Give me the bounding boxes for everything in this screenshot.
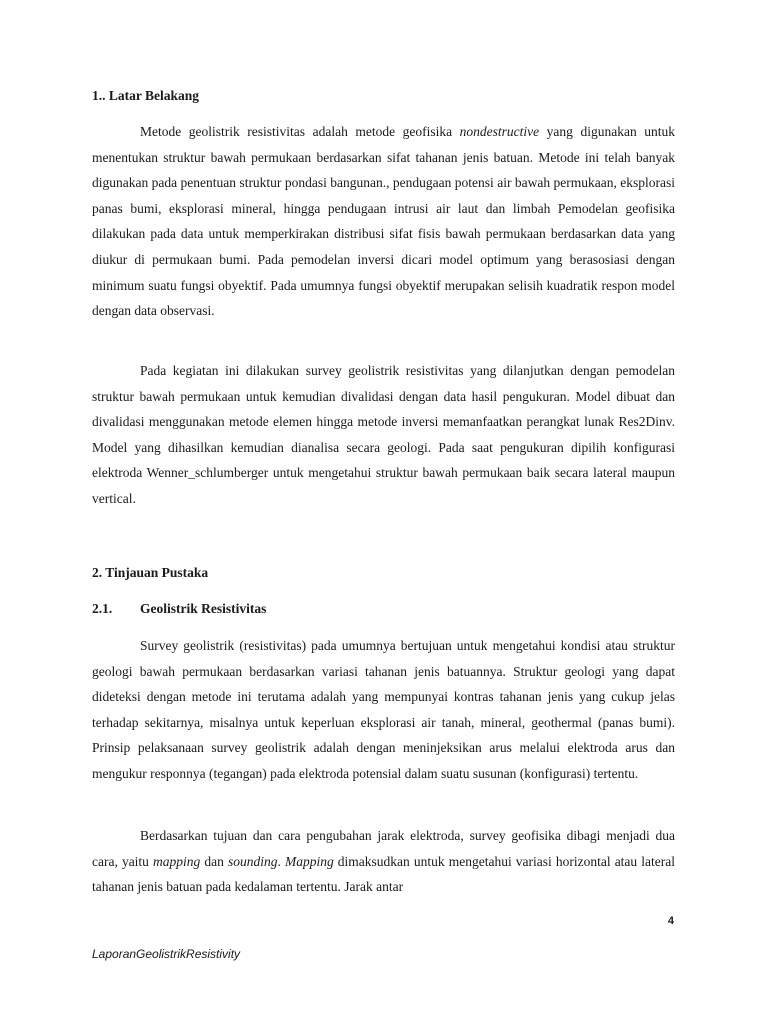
section-2-1-paragraph-2: Berdasarkan tujuan dan cara pengubahan jarak elektroda, survey geofisika dibagi menjadi dua cara, yaitu mapping dan sounding. Mapping dimaksudkan untuk mengetahui variasi horizontal atau lateral tahanan jenis batuan pada kedalaman tertentu. Jarak antar [92, 828, 675, 895]
section-1-paragraph-1: Metode geolistrik resistivitas adalah metode geofisika nondestructive yang digunakan untuk menentukan struktur bawah permukaan berdasarkan sifat tahanan jenis batuan. Metode ini telah banyak digunakan pada penentuan struktur pondasi bangunan., pendugaan potensi air bawah permukaan, eksplorasi panas bumi, eksplorasi mineral, hingga pendugaan intrusi air laut dan limbah Pemodelan geofisika dilakukan pada data untuk memperkirakan distribusi sifat fisis bawah permukaan berdasarkan data yang diukur di permukaan bumi. Pada pemodelan inversi dicari model optimum yang berasosiasi dengan minimum suatu fungsi obyektif. Pada umumnya fungsi obyektif merupakan selisih kuadratik respon model dengan data observasi. [92, 124, 675, 319]
section-1-paragraph-2: Pada kegiatan ini dilakukan survey geolistrik resistivitas yang dilanjutkan dengan pemodelan struktur bawah permukaan untuk kemudian divalidasi dengan data hasil pengukuran. Model dibuat dan divalidasi menggunakan metode elemen hingga metode inversi memanfaatkan perangkat lunak Res2Dinv. Model yang dihasilkan kemudian dianalisa secara geologi. Pada saat pengukuran dipilih konfigurasi elektroda Wenner_schlumberger untuk mengetahui struktur bawah permukaan baik secara lateral maupun vertical. [92, 363, 675, 506]
italic-term: mapping [153, 853, 201, 869]
italic-term: sounding [227, 853, 278, 869]
section-1-heading: 1.. Latar Belakang [92, 88, 200, 103]
subsection-number: 2.1. [92, 601, 113, 616]
section-2-1-paragraph-1: Survey geolistrik (resistivitas) pada umumnya bertujuan untuk mengetahui kondisi atau struktur geologi bawah permukaan berdasarkan variasi tahanan jenis batuannya. Struktur geologi yang dapat dideteksi dengan metode ini terutama adalah yang mempunyai kontras tahanan jenis yang cukup jelas terhadap sekitarnya, misalnya untuk keperluan eksplorasi air tanah, mineral, geothermal (panas bumi). Prinsip pelaksanaan survey geolistrik adalah dengan meninjeksikan arus melalui elektroda arus dan mengukur responnya (tegangan) pada elektroda potensial dalam suatu susunan (konfigurasi) tertentu. [92, 638, 675, 781]
page-number: 4 [667, 915, 674, 927]
italic-term: nondestructive [459, 124, 540, 139]
italic-term: Mapping [284, 853, 334, 869]
footer-text: LaporanGeolistrikResistivity [92, 947, 241, 961]
subsection-2-1-heading [92, 601, 266, 617]
section-2-heading: 2. Tinjauan Pustaka [92, 565, 209, 580]
subsection-title: Geolistrik Resistivitas [140, 601, 267, 616]
